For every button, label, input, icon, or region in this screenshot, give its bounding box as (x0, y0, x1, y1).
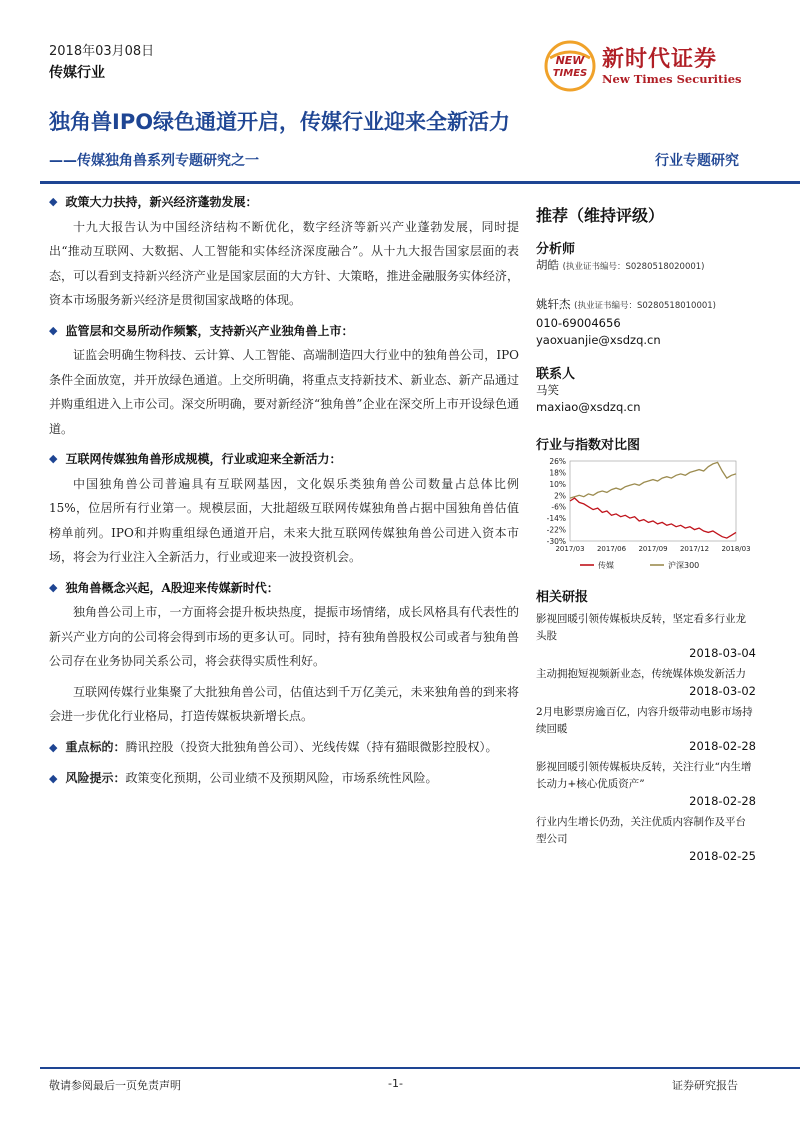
report-date: 2018年03月08日 (49, 44, 155, 59)
contact-heading: 联系人 (536, 367, 576, 382)
related-date: 2018-02-28 (689, 739, 756, 753)
x-tick-label: 2017/12 (679, 545, 710, 553)
related-list (536, 611, 756, 865)
analyst-email[interactable]: yaoxuanjie@xsdzq.cn (536, 333, 661, 347)
key-targets: ◆ 重点标的：腾讯控股（投资大批独角兽公司）、光线传媒（持有猫眼微影控股权）。 (49, 739, 498, 754)
y-tick-label: -22% (546, 525, 566, 535)
comparison-chart (536, 453, 751, 573)
section-heading: ◆ 监管层和交易所动作频繁，支持新兴产业独角兽上市： (49, 319, 519, 344)
footer-report-label: 证券研究报告 (672, 1079, 738, 1092)
related-date: 2018-03-04 (689, 646, 756, 660)
risk-note: ◆ 风险提示：政策变化预期，公司业绩不及预期风险，市场系统性风险。 (49, 771, 438, 785)
report-type: 行业专题研究 (655, 153, 739, 169)
series-line (570, 462, 736, 498)
related-heading: 相关研报 (536, 590, 589, 605)
analyst-2: 姚轩杰 (执业证书编号：S0280518010001) (536, 297, 716, 311)
analyst-heading: 分析师 (536, 242, 576, 257)
related-title[interactable]: 行业内生增长仍劲，关注优质内容制作及平台型公司 (536, 816, 746, 845)
section-heading: ◆ 互联网传媒独角兽形成规模，行业或迎来全新活力： (49, 447, 519, 472)
x-tick-label: 2018/03 (721, 545, 751, 553)
footer-divider (40, 1067, 800, 1069)
legend-label: 沪深300 (668, 561, 700, 570)
section-heading: ◆ 政策大力扶持，新兴经济蓬勃发展： (49, 190, 519, 215)
industry-label: 传媒行业 (49, 65, 105, 81)
analyst-phone: 010-69004656 (536, 316, 621, 330)
related-title[interactable]: 2月电影票房逾百亿，内容升级带动电影市场持续回暖 (536, 706, 753, 735)
y-tick-label: 26% (549, 457, 566, 466)
series-line (570, 498, 736, 538)
x-tick-label: 2017/06 (596, 545, 627, 553)
related-title[interactable]: 影视回暖引领传媒板块反转，关注行业“内生增长动力+核心优质资产” (536, 761, 752, 790)
page-number: -1- (388, 1077, 403, 1090)
y-tick-label: -6% (551, 502, 566, 512)
section-internet-media (49, 447, 519, 570)
related-date: 2018-02-25 (689, 849, 756, 863)
section-paragraph: 中国独角兽公司普遍具有互联网基因，文化娱乐类独角兽公司数量占总体比例15%，位居所有行业第一。规模层面，大批超级互联网传媒独角兽占据中国独角兽估值榜单前列。IPO和并购重组绿色通道开启，未来大批互联网传媒独角兽公司进入资本市场，将会为行业注入全新活力，行业或迎来一波投资机会。 (49, 476, 519, 564)
chart-title: 行业与指数对比图 (536, 438, 641, 453)
diamond-bullet-icon: ◆ (49, 740, 58, 754)
page-title: 独角兽IPO绿色通道开启，传媒行业迎来全新活力 (49, 110, 511, 134)
footer-disclaimer: 敬请参阅最后一页免责声明 (49, 1079, 181, 1092)
contact-name: 马笑 (536, 383, 559, 397)
diamond-bullet-icon: ◆ (49, 580, 58, 594)
logo-en-text: New Times Securities (602, 72, 742, 86)
y-tick-label: 10% (549, 479, 566, 489)
logo-mark-icon (540, 36, 600, 96)
company-logo (540, 36, 760, 96)
legend-label: 传媒 (598, 561, 614, 570)
section-policy (49, 190, 519, 313)
header-divider (40, 181, 800, 184)
y-tick-label: -30% (546, 537, 566, 546)
logo-cn-text: 新时代证券 (602, 46, 718, 72)
diamond-bullet-icon: ◆ (49, 323, 58, 337)
rating: 推荐（维持评级） (536, 206, 665, 225)
diamond-bullet-icon: ◆ (49, 772, 58, 785)
related-title[interactable]: 主动拥抱短视频新业态，传统媒体焕发新活力 (536, 668, 746, 680)
main-content (49, 190, 519, 794)
section-paragraph: 十九大报告认为中国经济结构不断优化，数字经济等新兴产业蓬勃发展，同时提出“推动互联网、大数据、人工智能和实体经济深度融合”。从十九大报告国家层面的表态，可以看到支持新兴经济产业是国家层面的大方针、大策略，推进金融服务实体经济，资本市场服务新兴经济是贯彻国家战略的体现。 (49, 219, 519, 307)
diamond-bullet-icon: ◆ (49, 195, 58, 208)
chart-plot-area (570, 461, 736, 541)
section-unicorn-concept (49, 576, 519, 729)
section-paragraph: 证监会明确生物科技、云计算、人工智能、高端制造四大行业中的独角兽公司，IPO条件全面放宽，并开放绿色通道。上交所明确，将重点支持新技术、新业态、新产品通过并购重组进入上市公司。深交所明确，要对新经济“独角兽”企业在深交所上市开设绿色通道。 (49, 348, 519, 436)
contact-email[interactable]: maxiao@xsdzq.cn (536, 400, 641, 414)
section-paragraph: 独角兽公司上市，一方面将会提升板块热度，提振市场情绪，成长风格具有代表性的新兴产业方向的公司将会得到市场的更多认可。同时，持有独角兽股权公司或者与独角兽公司存在业务协同关系公司，将会获得实质性利好。 (49, 605, 519, 668)
analyst-1: 胡皓 (执业证书编号：S0280518020001) (536, 258, 705, 272)
svg-text:NEW: NEW (555, 54, 585, 67)
related-date: 2018-03-02 (689, 684, 756, 698)
x-tick-label: 2017/03 (555, 545, 585, 553)
section-heading: ◆ 独角兽概念兴起，A股迎来传媒新时代： (49, 576, 519, 601)
sidebar (536, 195, 756, 869)
svg-text:TIMES: TIMES (552, 68, 588, 79)
y-tick-label: 2% (554, 491, 566, 501)
section-paragraph: 互联网传媒行业集聚了大批独角兽公司，估值达到千万亿美元，未来独角兽的到来将会进一步优化行业格局，打造传媒板块新增长点。 (49, 684, 519, 723)
y-tick-label: 18% (549, 468, 566, 478)
page-subtitle: ——传媒独角兽系列专题研究之一 (49, 153, 259, 169)
x-tick-label: 2017/09 (638, 545, 668, 553)
related-date: 2018-02-28 (689, 794, 756, 808)
diamond-bullet-icon: ◆ (49, 452, 58, 465)
related-title[interactable]: 影视回暖引领传媒板块反转，坚定看多行业龙头股 (536, 613, 746, 642)
y-tick-label: -14% (546, 514, 566, 524)
section-regulator (49, 319, 519, 442)
